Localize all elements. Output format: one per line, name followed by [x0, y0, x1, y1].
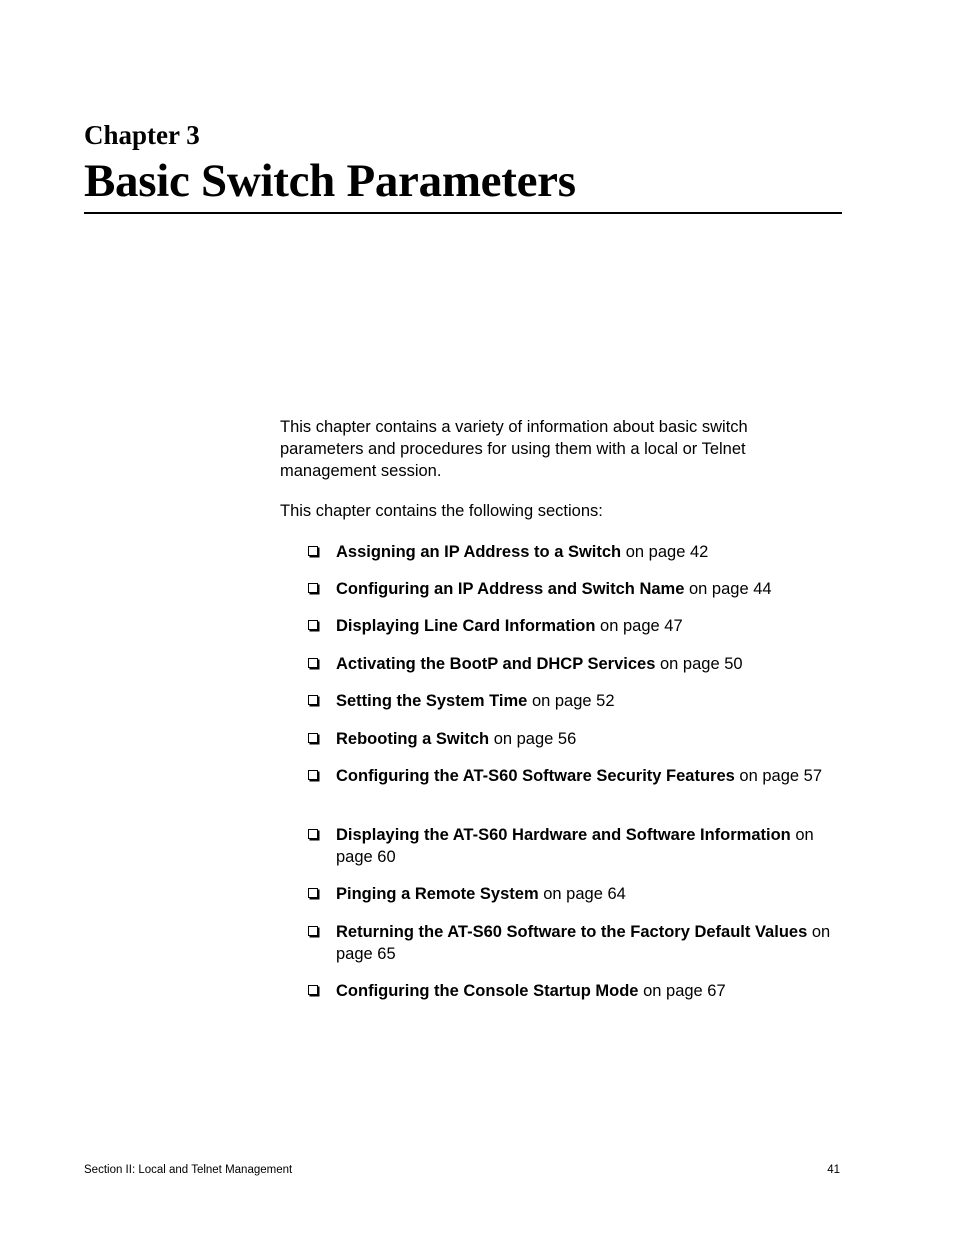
page-ref: on page 44 [688, 580, 772, 598]
section-link[interactable]: Configuring an IP Address and Switch Name [336, 580, 685, 598]
checkbox-square-icon [308, 695, 318, 705]
list-item-text[interactable] [336, 883, 846, 905]
chapter-label: Chapter 3 [84, 120, 200, 150]
list-item-text[interactable] [336, 980, 846, 1002]
page-ref: on page 64 [543, 885, 626, 903]
page-ref: on page 50 [659, 655, 743, 673]
page-ref: on page 67 [643, 982, 726, 1000]
list-item-text[interactable] [336, 728, 846, 750]
list-item [306, 980, 846, 1002]
list-item-text[interactable] [336, 653, 846, 675]
list-item [306, 578, 846, 600]
checkbox-square-icon [308, 658, 318, 668]
section-link[interactable]: Displaying the AT-S60 Hardware and Software Information [336, 826, 791, 844]
list-item [306, 728, 846, 750]
checkbox-square-icon [308, 926, 318, 936]
list-item-text[interactable] [336, 690, 846, 712]
list-item [306, 653, 846, 675]
section-link[interactable]: Pinging a Remote System [336, 885, 539, 903]
page-ref: on page 57 [739, 767, 823, 785]
list-item-text[interactable] [336, 578, 846, 600]
section-link[interactable]: Returning the AT-S60 Software to the Factory Default Values [336, 923, 808, 941]
list-item [306, 615, 846, 637]
page-ref: on page 60 [336, 826, 814, 866]
sections-lead: This chapter contains the following sections: [280, 502, 603, 520]
chapter-title: Basic Switch Parameters [84, 155, 576, 207]
section-link[interactable]: Rebooting a Switch [336, 730, 490, 748]
footer-section: Section II: Local and Telnet Management [84, 1164, 293, 1176]
list-item-text[interactable] [336, 824, 846, 868]
checkbox-square-icon [308, 620, 318, 630]
list-item-text[interactable] [336, 921, 846, 965]
page-ref: on page 52 [531, 692, 615, 710]
checkbox-square-icon [308, 546, 318, 556]
section-link[interactable]: Assigning an IP Address to a Switch [336, 543, 622, 561]
section-link[interactable]: Configuring the Console Startup Mode [336, 982, 639, 1000]
list-item-text[interactable] [336, 765, 846, 787]
list-item [306, 883, 846, 905]
checkbox-square-icon [308, 770, 318, 780]
section-link[interactable]: Displaying Line Card Information [336, 617, 596, 635]
list-item-text[interactable] [336, 615, 846, 637]
page-ref: on page 65 [336, 923, 831, 963]
list-item-text[interactable] [336, 541, 846, 563]
checkbox-square-icon [308, 829, 318, 839]
page-ref: on page 47 [600, 617, 683, 635]
section-link[interactable]: Configuring the AT-S60 Software Security Features [336, 767, 735, 785]
list-item [306, 765, 846, 787]
list-item [306, 690, 846, 712]
checkbox-square-icon [308, 733, 318, 743]
checkbox-square-icon [308, 583, 318, 593]
list-item [306, 541, 846, 563]
page-ref: on page 42 [625, 543, 709, 561]
footer-page-number: 41 [827, 1164, 840, 1176]
section-link[interactable]: Activating the BootP and DHCP Services [336, 655, 656, 673]
intro-paragraph: This chapter contains a variety of information about basic switch parameters and procedures for using them with a local or Telnet management session. [280, 418, 748, 480]
list-item [306, 921, 846, 965]
list-item [306, 824, 846, 868]
checkbox-square-icon [308, 985, 318, 995]
title-rule [84, 212, 842, 214]
section-link[interactable]: Setting the System Time [336, 692, 528, 710]
checkbox-square-icon [308, 888, 318, 898]
page-ref: on page 56 [493, 730, 577, 748]
